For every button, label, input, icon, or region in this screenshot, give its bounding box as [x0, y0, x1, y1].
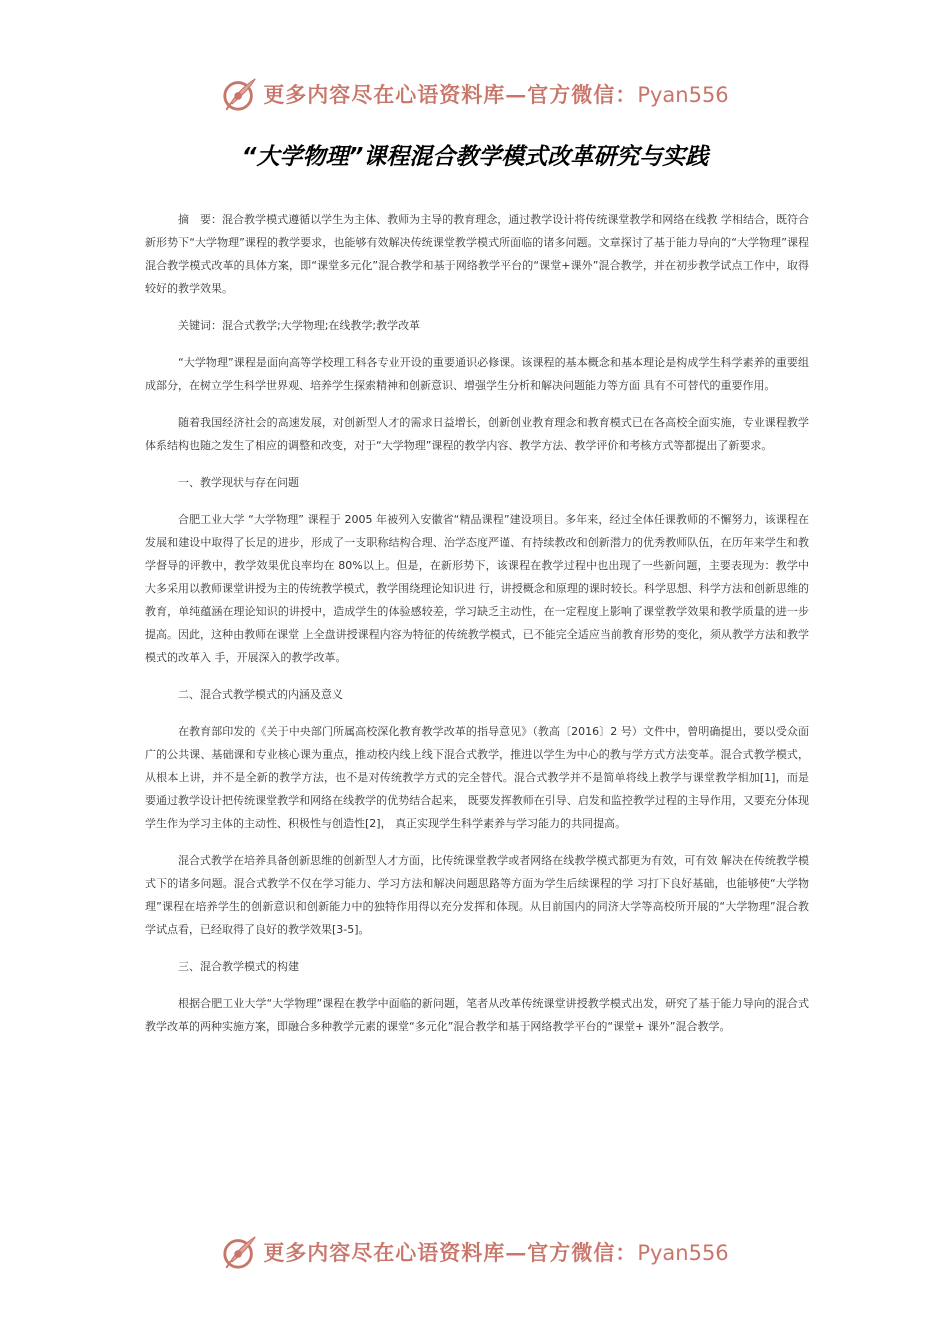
header-banner [0, 74, 950, 114]
banner-text [263, 79, 728, 109]
quill-logo-icon [221, 1233, 259, 1271]
body-paragraph: 合肥工业大学 “大学物理” 课程于 2005 年被列入安徽省“精品课程”建设项目。多年来，经过全体任课教师的不懈努力，该课程在发展和建设中取得了长足的进步，形成了一支职称结构合理、治学态度严谨、有持续教改和创新潜力的优秀教师队伍，在历年来学生和教学督导的评教中，教学效果优良率均在 80%以上。但是，在新形势下，该课程在教学过程中也出现了一些新问题，主要表现为：教学中大多采用以教师课堂讲授为主的传统教学模式，教学围绕理论知识进 行，讲授概念和原理的课时较长。科学思想、科学方法和创新思维的教育，单纯蕴涵在理论知识的讲授中，造成学生的体验感较差，学习缺乏主动性，在一定程度上影响了课堂教学效果和教学质量的进一步提高。因此，这种由教师在课堂 上全盘讲授课程内容为特征的传统教学模式，已不能完全适应当前教育形势的变化，须从教学方法和教学模式的改革入 手，开展深入的教学改革。 [145, 513, 809, 664]
body-paragraph: 混合式教学在培养具备创新思维的创新型人才方面，比传统课堂教学或者网络在线教学模式都更为有效，可有效 解决在传统教学模式下的诸多问题。混合式教学不仅在学习能力、学习方法和解决问题思路等方面为学生后续课程的学 习打下良好基础，也能够使“大学物理”课程在培养学生的创新意识和创新能力中的独特作用得以充分发挥和体现。从目前国内的同济大学等高校所开展的“大学物理”混合教学试点看，已经取得了良好的教学效果[3-5]。 [145, 854, 809, 936]
banner-slogan: 更多内容尽在心语资料库—官方微信： [263, 1240, 638, 1265]
body-paragraph: 在教育部印发的《关于中央部门所属高校深化教育教学改革的指导意见》（教高〔2016〕2 号）文件中，曾明确提出，要以受众面广的公共课、基础课和专业核心课为重点，推动校内线上线下混合式教学，推进以学生为中心的教与学方式方法变革。混合式教学模式，从根本上讲，并不是全新的教学方法，也不是对传统教学方式的完全替代。混合式教学并不是简单将线上教学与课堂教学相加[1]，而是要通过教学设计把传统课堂教学和网络在线教学的优势结合起来， 既要发挥教师在引导、启发和监控教学过程的主导作用，又要充分体现学生作为学习主体的主动性、积极性与创造性[2]， 真正实现学生科学素养与学习能力的共同提高。 [145, 725, 809, 830]
body-paragraph: 随着我国经济社会的高速发展，对创新型人才的需求日益增长，创新创业教育理念和教育模式已在各高校全面实施，专业课程教学体系结构也随之发生了相应的调整和改变，对于“大学物理”课程的教学内容、教学方法、教学评价和考核方式等都提出了新要求。 [145, 416, 809, 452]
section-heading: 二、混合式教学模式的内涵及意义 [178, 688, 343, 701]
footer-banner [0, 1232, 950, 1272]
section-heading: 一、教学现状与存在问题 [178, 476, 299, 489]
document-title: “大学物理”课程混合教学模式改革研究与实践 [241, 144, 709, 170]
body-paragraph: 根据合肥工业大学“大学物理”课程在教学中面临的新问题，笔者从改革传统课堂讲授教学模式出发，研究了基于能力导向的混合式教学改革的两种实施方案，即融合多种教学元素的课堂“多元化”混合教学和基于网络教学平台的“课堂+ 课外”混合教学。 [145, 997, 809, 1033]
abstract-paragraph: 摘 要：混合教学模式遵循以学生为主体、教师为主导的教育理念，通过教学设计将传统课堂教学和网络在线教 学相结合，既符合新形势下“大学物理”课程的教学要求，也能够有效解决传统课堂教学模式所面临的诸多问题。文章探讨了基于能力导向的“大学物理”课程混合教学模式改革的具体方案，即“课堂多元化”混合教学和基于网络教学平台的“课堂+课外”混合教学，并在初步教学试点工作中，取得较好的教学效果。 [145, 213, 809, 295]
banner-slogan: 更多内容尽在心语资料库—官方微信： [263, 82, 638, 107]
quill-logo-icon [221, 75, 259, 113]
document-body [145, 208, 809, 1052]
banner-wechat-id: Pyan556 [637, 1241, 729, 1265]
section-heading: 三、混合教学模式的构建 [178, 960, 299, 973]
keywords-paragraph: 关键词：混合式教学;大学物理;在线教学;教学改革 [178, 319, 421, 332]
banner-text [263, 1237, 728, 1267]
banner-wechat-id: Pyan556 [637, 83, 729, 107]
body-paragraph: “大学物理”课程是面向高等学校理工科各专业开设的重要通识必修课。该课程的基本概念和基本理论是构成学生科学素养的重要组成部分，在树立学生科学世界观、培养学生探索精神和创新意识、增强学生分析和解决问题能力等方面 具有不可替代的重要作用。 [145, 356, 809, 392]
